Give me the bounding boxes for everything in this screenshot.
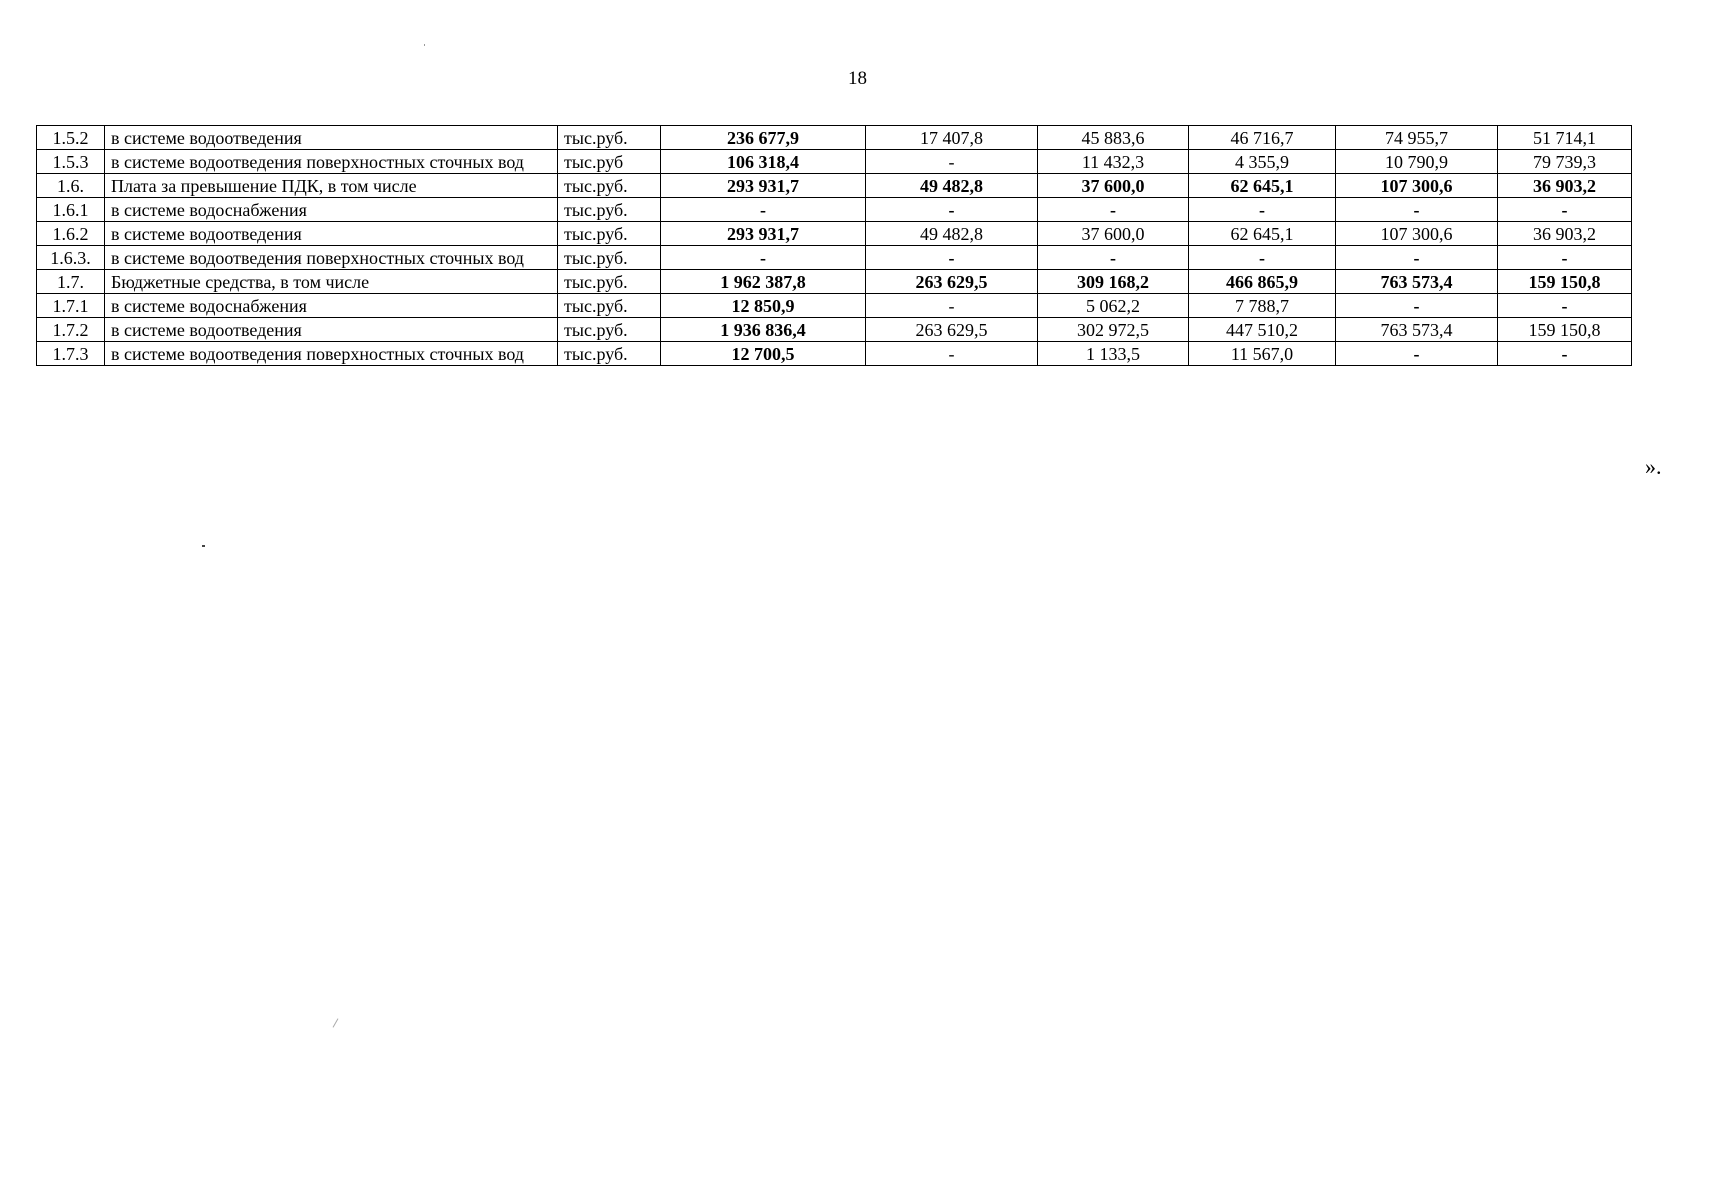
row-year-value: - [1498,342,1632,366]
row-year-value: - [1336,198,1498,222]
row-year-value: 447 510,2 [1189,318,1336,342]
row-year-value: 7 788,7 [1189,294,1336,318]
row-year-value: - [866,246,1038,270]
row-year-value: - [1038,246,1189,270]
table-row [37,126,1632,150]
row-year-value: 45 883,6 [1038,126,1189,150]
table-row [37,150,1632,174]
row-name: в системе водоотведения [105,222,558,246]
row-year-value: 466 865,9 [1189,270,1336,294]
row-year-value: - [1189,198,1336,222]
row-year-value: - [1038,198,1189,222]
row-number: 1.7.3 [37,342,105,366]
row-year-value: - [1336,246,1498,270]
row-total-value: - [661,198,866,222]
row-unit: тыс.руб. [558,342,661,366]
row-year-value: 763 573,4 [1336,270,1498,294]
scan-speck [202,545,205,547]
row-name: в системе водоотведения поверхностных сточных вод [105,342,558,366]
row-year-value: 763 573,4 [1336,318,1498,342]
row-year-value: 36 903,2 [1498,222,1632,246]
row-total-value: - [661,246,866,270]
row-unit: тыс.руб. [558,318,661,342]
row-year-value: 5 062,2 [1038,294,1189,318]
row-total-value: 12 850,9 [661,294,866,318]
page-number: 18 [848,68,867,89]
table-row [37,342,1632,366]
table-row [37,198,1632,222]
row-total-value: 106 318,4 [661,150,866,174]
row-year-value: 107 300,6 [1336,222,1498,246]
row-year-value: 46 716,7 [1189,126,1336,150]
row-number: 1.5.2 [37,126,105,150]
row-year-value: 62 645,1 [1189,174,1336,198]
row-year-value: 10 790,9 [1336,150,1498,174]
row-number: 1.6.3. [37,246,105,270]
row-year-value: 263 629,5 [866,270,1038,294]
row-year-value: - [866,294,1038,318]
row-total-value: 1 962 387,8 [661,270,866,294]
row-year-value: - [866,198,1038,222]
table-row [37,294,1632,318]
row-year-value: - [1498,246,1632,270]
row-year-value: - [1498,198,1632,222]
table-row [37,270,1632,294]
row-unit: тыс.руб. [558,198,661,222]
row-name: в системе водоотведения [105,318,558,342]
table-body [37,126,1632,366]
row-year-value: 79 739,3 [1498,150,1632,174]
row-year-value: 309 168,2 [1038,270,1189,294]
row-number: 1.5.3 [37,150,105,174]
row-unit: тыс.руб. [558,270,661,294]
row-unit: тыс.руб. [558,174,661,198]
budget-table [36,125,1632,366]
row-name: в системе водоотведения поверхностных сточных вод [105,246,558,270]
row-year-value: - [866,342,1038,366]
row-year-value: 37 600,0 [1038,222,1189,246]
row-name: Плата за превышение ПДК, в том числе [105,174,558,198]
row-year-value: 36 903,2 [1498,174,1632,198]
row-total-value: 293 931,7 [661,222,866,246]
row-year-value: 74 955,7 [1336,126,1498,150]
row-name: Бюджетные средства, в том числе [105,270,558,294]
row-number: 1.7.1 [37,294,105,318]
row-number: 1.6.2 [37,222,105,246]
row-year-value: - [866,150,1038,174]
row-year-value: 49 482,8 [866,174,1038,198]
row-unit: тыс.руб [558,150,661,174]
row-total-value: 12 700,5 [661,342,866,366]
scan-speck [333,1018,339,1027]
row-year-value: - [1336,294,1498,318]
row-unit: тыс.руб. [558,222,661,246]
row-year-value: 62 645,1 [1189,222,1336,246]
row-year-value: 17 407,8 [866,126,1038,150]
table-row [37,222,1632,246]
table-row [37,246,1632,270]
row-year-value: 11 567,0 [1189,342,1336,366]
row-total-value: 293 931,7 [661,174,866,198]
row-number: 1.6. [37,174,105,198]
row-unit: тыс.руб. [558,246,661,270]
row-number: 1.7.2 [37,318,105,342]
row-total-value: 1 936 836,4 [661,318,866,342]
table-row [37,318,1632,342]
row-year-value: - [1336,342,1498,366]
scan-speck [424,44,425,46]
row-year-value: - [1498,294,1632,318]
row-year-value: 159 150,8 [1498,270,1632,294]
row-year-value: 37 600,0 [1038,174,1189,198]
row-unit: тыс.руб. [558,294,661,318]
row-number: 1.6.1 [37,198,105,222]
row-year-value: 4 355,9 [1189,150,1336,174]
row-name: в системе водоотведения поверхностных сточных вод [105,150,558,174]
row-year-value: 11 432,3 [1038,150,1189,174]
closing-quote: ». [1645,454,1662,479]
row-year-value: 1 133,5 [1038,342,1189,366]
row-number: 1.7. [37,270,105,294]
row-year-value: 107 300,6 [1336,174,1498,198]
row-year-value: 302 972,5 [1038,318,1189,342]
table-row [37,174,1632,198]
row-year-value: - [1189,246,1336,270]
row-total-value: 236 677,9 [661,126,866,150]
row-unit: тыс.руб. [558,126,661,150]
row-name: в системе водоотведения [105,126,558,150]
row-name: в системе водоснабжения [105,294,558,318]
row-year-value: 159 150,8 [1498,318,1632,342]
row-year-value: 51 714,1 [1498,126,1632,150]
row-year-value: 49 482,8 [866,222,1038,246]
row-name: в системе водоснабжения [105,198,558,222]
row-year-value: 263 629,5 [866,318,1038,342]
